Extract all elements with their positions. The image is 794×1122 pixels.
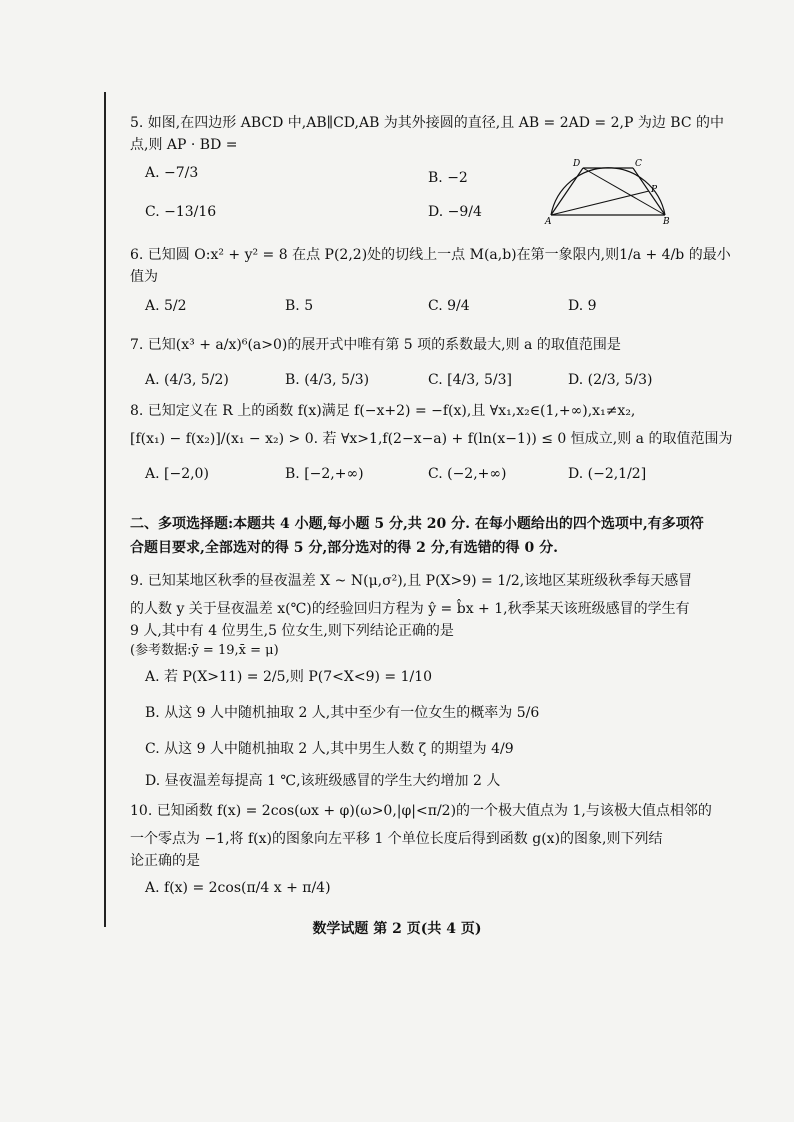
section-2-heading-line-2: 合题目要求,全部选对的得 5 分,部分选对的得 2 分,有选错的得 0 分. bbox=[130, 540, 558, 556]
section-2-heading-line-1: 二、多项选择题:本题共 4 小题,每小题 5 分,共 20 分. 在每小题给出的四个选项中,有多项符 bbox=[130, 516, 704, 532]
question-9-line-1: 9. 已知某地区秋季的昼夜温差 X ~ N(μ,σ²),且 P(X>9) = 1/2,该地区某班级秋季每天感冒 bbox=[130, 573, 693, 589]
question-6-option-d: D. 9 bbox=[568, 298, 597, 314]
question-8-line-2: [f(x₁) − f(x₂)]/(x₁ − x₂) > 0. 若 ∀x>1,f(2−x−a) + f(ln(x−1)) ≤ 0 恒成立,则 a 的取值范围为 bbox=[130, 431, 733, 447]
label-a: A bbox=[545, 217, 552, 225]
question-5-option-a: A. −7/3 bbox=[145, 165, 199, 181]
question-8-option-a: A. [−2,0) bbox=[145, 466, 209, 482]
question-7-option-b: B. (4/3, 5/3) bbox=[285, 372, 370, 388]
question-10-line-1: 10. 已知函数 f(x) = 2cos(ωx + φ)(ω>0,|φ|<π/2)的一个极大值点为 1,与该极大值点相邻的 bbox=[130, 803, 712, 819]
label-c: C bbox=[635, 159, 642, 169]
question-10-option-a: A. f(x) = 2cos(π/4 x + π/4) bbox=[145, 880, 331, 896]
question-8-option-b: B. [−2,+∞) bbox=[285, 466, 364, 482]
page-footer: 数学试题 第 2 页(共 4 页) bbox=[312, 921, 482, 937]
question-9-option-d: D. 昼夜温差每提高 1 ℃,该班级感冒的学生大约增加 2 人 bbox=[145, 773, 501, 789]
label-d: D bbox=[573, 159, 581, 169]
label-b: B bbox=[663, 217, 670, 225]
question-5-option-b: B. −2 bbox=[428, 170, 468, 186]
question-9-reference-data: (参考数据:ȳ = 19,x̄ = μ) bbox=[130, 643, 279, 658]
label-p: P bbox=[651, 185, 658, 195]
question-8-option-c: C. (−2,+∞) bbox=[428, 466, 507, 482]
question-7-option-a: A. (4/3, 5/2) bbox=[145, 372, 229, 388]
question-10-line-3: 论正确的是 bbox=[130, 853, 200, 869]
question-9-option-b: B. 从这 9 人中随机抽取 2 人,其中至少有一位女生的概率为 5/6 bbox=[145, 705, 540, 721]
question-5-line-2: 点,则 AP · BD = bbox=[130, 137, 238, 153]
question-7-option-c: C. [4/3, 5/3] bbox=[428, 372, 512, 388]
question-7-option-d: D. (2/3, 5/3) bbox=[568, 372, 653, 388]
question-5-option-d: D. −9/4 bbox=[428, 204, 482, 220]
question-9-line-3: 9 人,其中有 4 位男生,5 位女生,则下列结论正确的是 bbox=[130, 623, 454, 639]
question-6-line-1: 6. 已知圆 O:x² + y² = 8 在点 P(2,2)处的切线上一点 M(a,b)在第一象限内,则1/a + 4/b 的最小 bbox=[130, 247, 731, 263]
segment-ap bbox=[551, 191, 649, 215]
question-10-line-2: 一个零点为 −1,将 f(x)的图象向左平移 1 个单位长度后得到函数 g(x)的图象,则下列结 bbox=[130, 831, 663, 847]
question-9-option-a: A. 若 P(X>11) = 2/5,则 P(7<X<9) = 1/10 bbox=[145, 669, 433, 685]
page-margin-line bbox=[104, 92, 106, 927]
question-6-option-a: A. 5/2 bbox=[145, 298, 187, 314]
question-5-option-c: C. −13/16 bbox=[145, 204, 217, 220]
question-9-line-2: 的人数 y 关于昼夜温差 x(℃)的经验回归方程为 ŷ = b̂x + 1,秋季某天该班级感冒的学生有 bbox=[130, 601, 690, 617]
question-9-option-c: C. 从这 9 人中随机抽取 2 人,其中男生人数 ζ 的期望为 4/9 bbox=[145, 741, 514, 757]
question-8-line-1: 8. 已知定义在 R 上的函数 f(x)满足 f(−x+2) = −f(x),且 ∀x₁,x₂∈(1,+∞),x₁≠x₂, bbox=[130, 403, 636, 419]
question-8-option-d: D. (−2,1/2] bbox=[568, 466, 647, 482]
question-6-line-2: 值为 bbox=[130, 269, 158, 285]
question-5-line-1: 5. 如图,在四边形 ABCD 中,AB∥CD,AB 为其外接圆的直径,且 AB = 2AD = 2,P 为边 BC 的中 bbox=[130, 115, 724, 131]
question-5-figure bbox=[543, 155, 673, 225]
question-6-option-c: C. 9/4 bbox=[428, 298, 470, 314]
question-6-option-b: B. 5 bbox=[285, 298, 314, 314]
question-7-line-1: 7. 已知(x³ + a/x)⁶(a>0)的展开式中唯有第 5 项的系数最大,则 a 的取值范围是 bbox=[130, 337, 621, 353]
